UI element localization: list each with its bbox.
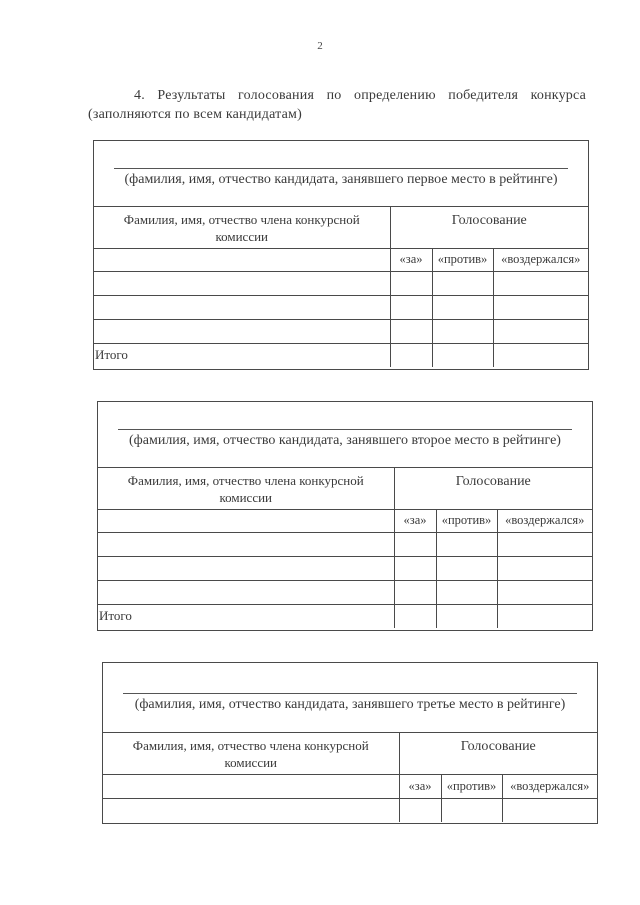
abstained-cell[interactable] xyxy=(497,580,592,604)
abstained-cell[interactable] xyxy=(497,556,592,580)
for-cell[interactable] xyxy=(394,556,436,580)
for-cell[interactable] xyxy=(394,532,436,556)
for-cell[interactable] xyxy=(394,580,436,604)
vote-abstained-header: «воздержался» xyxy=(502,774,597,798)
voting-table xyxy=(94,207,588,367)
voting-column-header: Голосование xyxy=(394,468,592,509)
against-cell[interactable] xyxy=(432,271,493,295)
candidate-name-area xyxy=(103,663,597,733)
for-total-cell[interactable] xyxy=(390,343,432,367)
member-cell[interactable] xyxy=(98,580,394,604)
against-cell[interactable] xyxy=(432,319,493,343)
against-cell[interactable] xyxy=(436,556,497,580)
voting-table xyxy=(103,733,597,822)
member-cell[interactable] xyxy=(98,532,394,556)
for-cell[interactable] xyxy=(390,271,432,295)
member-cell[interactable] xyxy=(94,319,390,343)
blank-cell xyxy=(103,774,399,798)
blank-cell xyxy=(94,248,390,271)
total-row xyxy=(94,343,588,367)
member-column-header: Фамилия, имя, отчество члена конкурсной комиссии xyxy=(98,468,394,509)
voting-column-header: Голосование xyxy=(390,207,588,248)
vote-abstained-header: «воздержался» xyxy=(497,509,592,532)
against-total-cell[interactable] xyxy=(432,343,493,367)
abstained-total-cell[interactable] xyxy=(497,604,592,628)
page-number: 2 xyxy=(317,40,323,52)
abstained-cell[interactable] xyxy=(493,295,588,319)
abstained-cell[interactable] xyxy=(502,798,597,822)
table-row xyxy=(94,295,588,319)
for-total-cell[interactable] xyxy=(394,604,436,628)
total-label: Итого xyxy=(94,343,390,367)
against-total-cell[interactable] xyxy=(436,604,497,628)
candidate-name-line xyxy=(123,693,577,694)
candidate-name-line xyxy=(114,168,568,169)
candidate-name-area xyxy=(98,402,592,468)
against-cell[interactable] xyxy=(432,295,493,319)
total-label: Итого xyxy=(98,604,394,628)
candidate-caption: (фамилия, имя, отчество кандидата, занявшего второе место в рейтинге) xyxy=(129,433,561,448)
blank-cell xyxy=(98,509,394,532)
table-row xyxy=(98,580,592,604)
section-heading: 4. Результаты голосования по определению победителя конкурса (заполняются по всем кандидатам) xyxy=(88,88,586,122)
candidate-name-area xyxy=(94,141,588,207)
table-row xyxy=(103,798,597,822)
for-cell[interactable] xyxy=(399,798,441,822)
abstained-total-cell[interactable] xyxy=(493,343,588,367)
member-cell[interactable] xyxy=(94,295,390,319)
against-cell[interactable] xyxy=(441,798,502,822)
vote-for-header: «за» xyxy=(394,509,436,532)
member-cell[interactable] xyxy=(98,556,394,580)
candidate-block-3 xyxy=(102,662,598,824)
voting-table xyxy=(98,468,592,628)
vote-against-header: «против» xyxy=(432,248,493,271)
table-row xyxy=(98,532,592,556)
against-cell[interactable] xyxy=(436,580,497,604)
vote-abstained-header: «воздержался» xyxy=(493,248,588,271)
member-cell[interactable] xyxy=(103,798,399,822)
vote-against-header: «против» xyxy=(441,774,502,798)
candidate-block-2 xyxy=(97,401,593,631)
for-cell[interactable] xyxy=(390,319,432,343)
for-cell[interactable] xyxy=(390,295,432,319)
voting-column-header: Голосование xyxy=(399,733,597,774)
table-row xyxy=(94,271,588,295)
abstained-cell[interactable] xyxy=(497,532,592,556)
candidate-block-1 xyxy=(93,140,589,370)
table-row xyxy=(94,319,588,343)
abstained-cell[interactable] xyxy=(493,319,588,343)
member-column-header: Фамилия, имя, отчество члена конкурсной комиссии xyxy=(103,733,399,774)
abstained-cell[interactable] xyxy=(493,271,588,295)
vote-for-header: «за» xyxy=(399,774,441,798)
against-cell[interactable] xyxy=(436,532,497,556)
vote-against-header: «против» xyxy=(436,509,497,532)
vote-for-header: «за» xyxy=(390,248,432,271)
candidate-caption: (фамилия, имя, отчество кандидата, занявшего третье место в рейтинге) xyxy=(134,697,566,712)
total-row xyxy=(98,604,592,628)
candidate-caption: (фамилия, имя, отчество кандидата, занявшего первое место в рейтинге) xyxy=(124,172,558,187)
member-cell[interactable] xyxy=(94,271,390,295)
table-row xyxy=(98,556,592,580)
candidate-name-line xyxy=(118,429,572,430)
member-column-header: Фамилия, имя, отчество члена конкурсной комиссии xyxy=(94,207,390,248)
